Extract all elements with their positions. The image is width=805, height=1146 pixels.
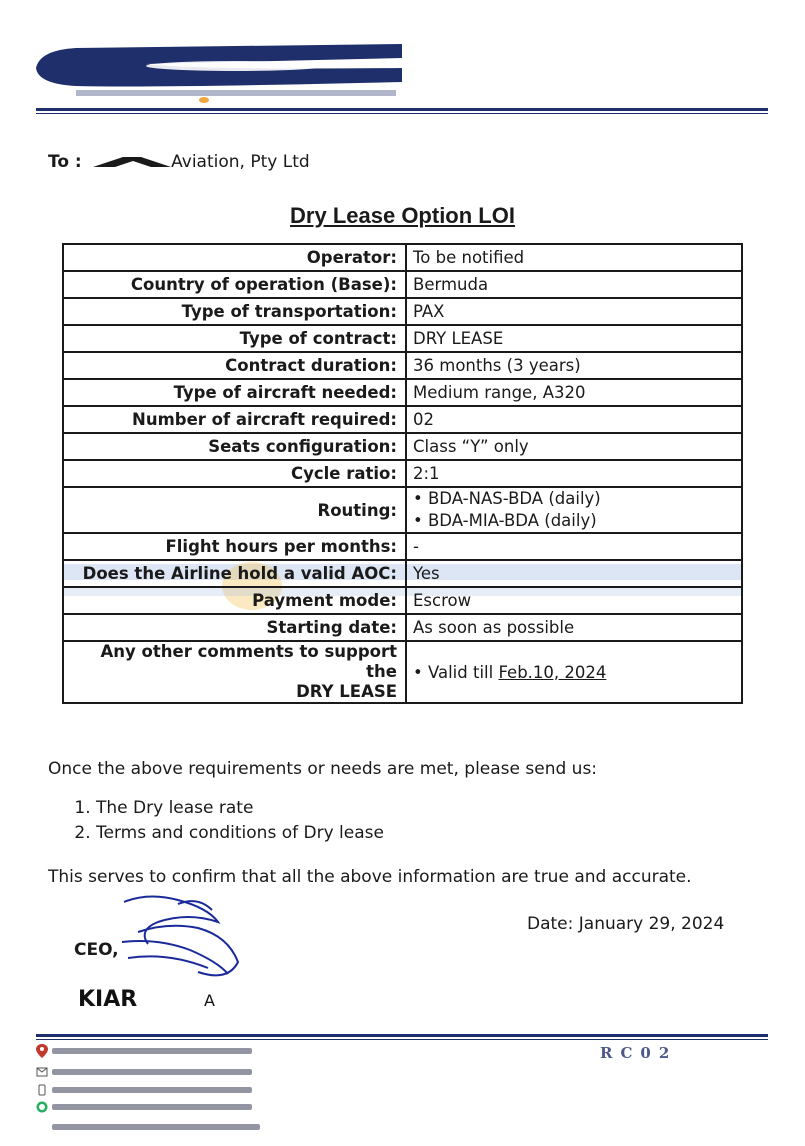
table-row bbox=[63, 560, 742, 587]
table-row bbox=[63, 533, 742, 560]
row-value: - bbox=[406, 533, 742, 560]
row-label bbox=[63, 641, 406, 703]
row-label: Starting date: bbox=[63, 614, 406, 641]
routing-item-text: BDA-NAS-BDA (daily) bbox=[427, 489, 601, 508]
confirmation-paragraph: This serves to confirm that all the above information are true and accurate. bbox=[48, 867, 692, 887]
row-value: DRY LEASE bbox=[406, 325, 742, 352]
row-value: Escrow bbox=[406, 587, 742, 614]
addressee-company: Aviation, Pty Ltd bbox=[171, 152, 310, 172]
redacted-logo-mark bbox=[93, 155, 171, 169]
row-value: Medium range, A320 bbox=[406, 379, 742, 406]
table-row bbox=[63, 298, 742, 325]
row-label: Payment mode: bbox=[63, 587, 406, 614]
routing-list bbox=[406, 487, 742, 533]
row-label-line: DRY LEASE bbox=[296, 682, 397, 701]
routing-item-text: BDA-MIA-BDA (daily) bbox=[427, 511, 597, 530]
routing-item: • BDA-MIA-BDA (daily) bbox=[413, 511, 597, 530]
valid-till-date: Feb.10, 2024 bbox=[498, 662, 607, 682]
footer-whatsapp bbox=[36, 1101, 252, 1113]
row-label: Type of aircraft needed: bbox=[63, 379, 406, 406]
row-label: Flight hours per months: bbox=[63, 533, 406, 560]
request-list bbox=[48, 796, 384, 846]
document-title: Dry Lease Option LOI bbox=[290, 203, 515, 228]
addressee-line bbox=[48, 152, 310, 172]
table-row bbox=[63, 587, 742, 614]
row-label: Contract duration: bbox=[63, 352, 406, 379]
table-row bbox=[63, 325, 742, 352]
table-row bbox=[63, 244, 742, 271]
list-item: 1. The Dry lease rate bbox=[96, 796, 384, 821]
row-value: 2:1 bbox=[406, 460, 742, 487]
row-label: Seats configuration: bbox=[63, 433, 406, 460]
row-value: PAX bbox=[406, 298, 742, 325]
table-row bbox=[63, 271, 742, 298]
row-value: • Valid till Feb.10, 2024 bbox=[406, 641, 742, 703]
row-label: Operator: bbox=[63, 244, 406, 271]
footer-email bbox=[36, 1066, 252, 1078]
loi-table bbox=[62, 243, 743, 704]
row-value: To be notified bbox=[406, 244, 742, 271]
intro-paragraph: Once the above requirements or needs are met, please send us: bbox=[48, 759, 598, 779]
header-rule bbox=[36, 108, 768, 111]
table-row bbox=[63, 460, 742, 487]
row-label: Type of contract: bbox=[63, 325, 406, 352]
header-rule-thin bbox=[36, 113, 768, 114]
location-icon bbox=[36, 1044, 48, 1058]
company-logo bbox=[36, 42, 404, 104]
signer-title: CEO, bbox=[74, 940, 119, 960]
table-row bbox=[63, 641, 742, 703]
footer-code: RC02 bbox=[600, 1044, 678, 1062]
table-row bbox=[63, 379, 742, 406]
row-value: Bermuda bbox=[406, 271, 742, 298]
svg-text:A: A bbox=[204, 991, 215, 1010]
whatsapp-icon bbox=[36, 1101, 48, 1113]
row-value: 36 months (3 years) bbox=[406, 352, 742, 379]
date-line: Date: January 29, 2024 bbox=[527, 914, 725, 934]
row-value: 02 bbox=[406, 406, 742, 433]
table-row bbox=[63, 614, 742, 641]
signature bbox=[78, 892, 258, 1012]
row-label: Does the Airline hold a valid AOC: bbox=[63, 560, 406, 587]
table-row bbox=[63, 352, 742, 379]
row-label: Number of aircraft required: bbox=[63, 406, 406, 433]
table-row bbox=[63, 406, 742, 433]
phone-icon bbox=[36, 1084, 48, 1096]
footer-extra bbox=[48, 1124, 260, 1130]
table-row bbox=[63, 433, 742, 460]
mail-icon bbox=[36, 1066, 48, 1078]
routing-item: • BDA-NAS-BDA (daily) bbox=[413, 489, 601, 508]
row-label: Country of operation (Base): bbox=[63, 271, 406, 298]
row-value: Yes bbox=[406, 560, 742, 587]
row-label: Routing: bbox=[63, 487, 406, 533]
row-label-line: Any other comments to support the bbox=[100, 642, 397, 681]
row-value: Class “Y” only bbox=[406, 433, 742, 460]
row-label: Cycle ratio: bbox=[63, 460, 406, 487]
footer-rule bbox=[36, 1034, 768, 1037]
footer-rule-thin bbox=[36, 1039, 768, 1040]
valid-till-prefix: Valid till bbox=[427, 662, 494, 682]
row-label: Type of transportation: bbox=[63, 298, 406, 325]
row-value: As soon as possible bbox=[406, 614, 742, 641]
table-row bbox=[63, 487, 742, 533]
footer-phone bbox=[36, 1084, 252, 1096]
footer-address bbox=[36, 1044, 252, 1058]
to-label: To : bbox=[48, 152, 82, 172]
list-item: 2. Terms and conditions of Dry lease bbox=[96, 821, 384, 846]
svg-text:KIAR: KIAR bbox=[78, 987, 138, 1012]
